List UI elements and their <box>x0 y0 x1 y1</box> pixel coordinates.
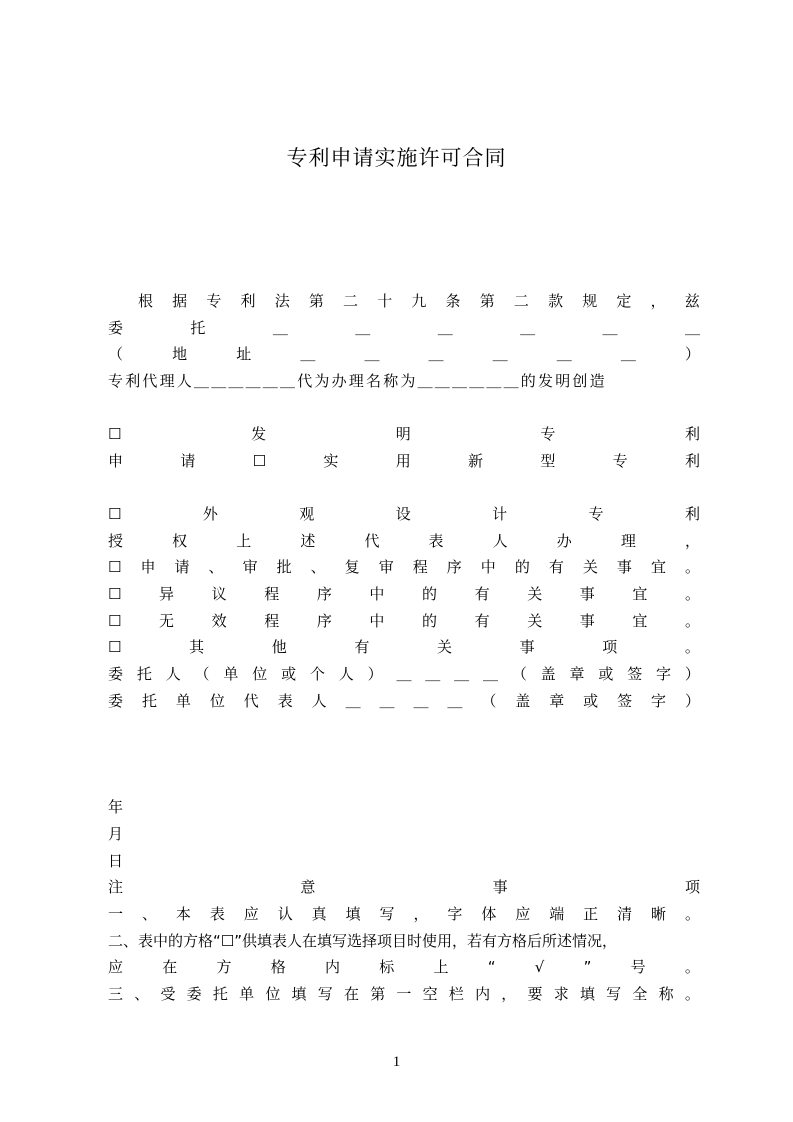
text-token: 全 <box>632 985 648 1003</box>
text-token: 委 <box>108 319 124 337</box>
text-token: 、 <box>141 905 157 923</box>
text-token: 第 <box>370 985 386 1003</box>
text-token: 委 <box>108 692 124 710</box>
text-token: 序 <box>446 558 462 576</box>
text-token: ， <box>650 292 666 310</box>
text-token: （ <box>511 665 527 683</box>
text-token: 栏 <box>448 985 464 1003</box>
text-token: 审 <box>242 558 258 576</box>
checkbox-line-design <box>108 501 700 527</box>
text-token: 据 <box>172 292 188 310</box>
text-token: 他 <box>271 638 287 656</box>
date-year <box>108 794 700 820</box>
text-token: 。 <box>684 558 700 576</box>
text-token: 关 <box>527 585 543 603</box>
text-token: 要 <box>527 985 543 1003</box>
text-token: 专 <box>588 505 604 523</box>
checkbox-line-invalidation <box>108 608 700 634</box>
text-token: 事 <box>579 585 595 603</box>
text-token: 序 <box>316 585 332 603</box>
text-token: 关 <box>437 638 453 656</box>
text-token: 清 <box>617 905 633 923</box>
text-token: 程 <box>412 558 428 576</box>
text-token: 标 <box>379 958 395 976</box>
text-token: 有 <box>474 612 490 630</box>
text-token: 受 <box>160 985 176 1003</box>
text-token: 宜 <box>650 558 666 576</box>
text-token: 托 <box>190 319 206 337</box>
text-token: 款 <box>548 292 564 310</box>
checkbox-line-other <box>108 634 700 660</box>
text-token: 字 <box>447 905 463 923</box>
text-token: 其 <box>189 638 205 656</box>
text-token: 或 <box>598 665 614 683</box>
text-token: 个 <box>309 665 325 683</box>
text-token: 程 <box>264 585 280 603</box>
checkbox-icon: ☐ <box>108 558 122 576</box>
text-token: 一 <box>396 985 412 1003</box>
text-token: 正 <box>583 905 599 923</box>
text-token: 址 <box>236 345 252 363</box>
text-token: 利 <box>240 292 256 310</box>
text-token: 利 <box>684 505 700 523</box>
checkbox-icon: ☐ <box>108 585 122 603</box>
checkbox-icon: ☐ <box>108 505 122 523</box>
text-token: 格 <box>270 958 286 976</box>
text-token: 位 <box>252 665 268 683</box>
text-token: 二 <box>343 292 359 310</box>
text-token: 签 <box>627 665 643 683</box>
text-token: 。 <box>684 638 700 656</box>
text-token: ＿ <box>379 692 395 710</box>
text-token: ＿ <box>425 665 441 683</box>
text-token: ） <box>684 665 700 683</box>
text-token: 、 <box>208 558 224 576</box>
text-token: 一 <box>108 905 124 923</box>
text-token: √ <box>534 958 545 976</box>
line-text: 二、表中的方格“☐”供填表人在填写选择项目时使用，若有方格后所述情况， <box>108 932 617 950</box>
text-token: 利 <box>684 425 700 443</box>
text-token: 签 <box>617 692 633 710</box>
text-token: 章 <box>549 692 565 710</box>
text-token: 晰 <box>651 905 667 923</box>
text-token: ， <box>501 985 517 1003</box>
text-token: 的 <box>422 612 438 630</box>
page-title: 专利申请实施许可合同 <box>286 146 507 170</box>
text-token: 请 <box>180 452 196 470</box>
text-token: 议 <box>211 585 227 603</box>
text-line-agent <box>108 368 700 394</box>
text-token: 审 <box>378 558 394 576</box>
text-token: 有 <box>474 585 490 603</box>
text-token: 申 <box>108 452 124 470</box>
text-token: 求 <box>553 985 569 1003</box>
text-token: 人 <box>311 692 327 710</box>
text-token: 单 <box>239 985 255 1003</box>
text-token: 单 <box>175 692 191 710</box>
text-token: 三 <box>108 985 124 1003</box>
text-token: 办 <box>556 532 572 550</box>
text-token: ＿ <box>684 319 700 337</box>
text-token: 本 <box>175 905 191 923</box>
text-line-authorize <box>108 528 700 554</box>
text-token: 效 <box>211 612 227 630</box>
text-token: 二 <box>513 292 529 310</box>
text-token: 写 <box>317 985 333 1003</box>
text-token: 关 <box>527 612 543 630</box>
text-token: 关 <box>582 558 598 576</box>
text-token: 、 <box>134 985 150 1003</box>
text-token: 或 <box>583 692 599 710</box>
text-token: 日 <box>108 852 124 870</box>
text-token: 写 <box>606 985 622 1003</box>
text-token: ＿ <box>482 665 498 683</box>
text-token: 代 <box>364 532 380 550</box>
text-token: “ <box>487 958 496 976</box>
text-token: 字 <box>656 665 672 683</box>
text-token: ） <box>684 692 700 710</box>
text-token: 授 <box>108 532 124 550</box>
text-token: ＿ <box>620 345 636 363</box>
text-token: 有 <box>548 558 564 576</box>
text-token: 意 <box>300 878 316 896</box>
text-token: 真 <box>311 905 327 923</box>
text-token: 事 <box>492 878 508 896</box>
text-token: 九 <box>411 292 427 310</box>
text-token: 。 <box>684 612 700 630</box>
text-token: 号 <box>630 958 646 976</box>
text-token: 序 <box>316 612 332 630</box>
text-token: ＿ <box>454 665 470 683</box>
text-token: 利 <box>684 452 700 470</box>
text-token: 实 <box>323 452 339 470</box>
text-token: 人 <box>165 665 181 683</box>
text-token: （ <box>108 345 124 363</box>
text-token: 无 <box>159 612 175 630</box>
text-token: 项 <box>602 638 618 656</box>
text-token: 。 <box>684 585 700 603</box>
text-token: 兹 <box>684 292 700 310</box>
text-token: 填 <box>291 985 307 1003</box>
text-token: 、 <box>310 558 326 576</box>
text-token: 设 <box>395 505 411 523</box>
text-token: 注 <box>108 878 124 896</box>
text-token: 在 <box>343 985 359 1003</box>
text-token: 单 <box>223 665 239 683</box>
line-text: 专利代理人＿＿＿＿＿＿代为办理名称为＿＿＿＿＿＿的发明创造 <box>108 372 607 390</box>
text-token: ＿ <box>272 319 288 337</box>
text-token: 。 <box>684 985 700 1003</box>
checkbox-icon: ☐ <box>108 425 122 443</box>
text-token: 端 <box>549 905 565 923</box>
text-token: 专 <box>540 425 556 443</box>
text-token: ） <box>684 345 700 363</box>
text-token: ， <box>684 532 700 550</box>
text-token: 根 <box>138 292 154 310</box>
text-token: ＿ <box>556 345 572 363</box>
text-token: ” <box>583 958 592 976</box>
text-token: 托 <box>136 665 152 683</box>
text-token: ＿ <box>413 692 429 710</box>
text-token: 人 <box>492 532 508 550</box>
text-token: ＿ <box>396 665 412 683</box>
text-token: 理 <box>620 532 636 550</box>
text-token: 述 <box>300 532 316 550</box>
checkbox-line-invention <box>108 421 700 447</box>
text-token: 批 <box>276 558 292 576</box>
text-token: 复 <box>344 558 360 576</box>
text-token: 内 <box>475 985 491 1003</box>
text-token: 事 <box>616 558 632 576</box>
text-token: 第 <box>479 292 495 310</box>
text-token: 中 <box>369 585 385 603</box>
text-token: 委 <box>186 985 202 1003</box>
text-token: 法 <box>274 292 290 310</box>
text-token: 应 <box>243 905 259 923</box>
date-month <box>108 821 700 847</box>
text-token: 有 <box>354 638 370 656</box>
text-token: 申 <box>140 558 156 576</box>
text-token: 代 <box>243 692 259 710</box>
text-token: 的 <box>422 585 438 603</box>
text-token: 条 <box>445 292 461 310</box>
text-token: 的 <box>514 558 530 576</box>
text-token: 盖 <box>515 692 531 710</box>
text-token: 十 <box>377 292 393 310</box>
text-token: 地 <box>172 345 188 363</box>
text-token: 上 <box>433 958 449 976</box>
text-token: 人 <box>338 665 354 683</box>
text-token: ＿ <box>602 319 618 337</box>
text-line-entrust <box>108 315 700 341</box>
text-token: 或 <box>281 665 297 683</box>
checkbox-icon: ☐ <box>252 452 267 470</box>
text-token: 托 <box>141 692 157 710</box>
text-token: 位 <box>265 985 281 1003</box>
text-token: 专 <box>612 452 628 470</box>
text-token: ＿ <box>520 319 536 337</box>
text-token: 项 <box>684 878 700 896</box>
text-token: 委 <box>108 665 124 683</box>
text-token: 型 <box>540 452 556 470</box>
text-token: 专 <box>206 292 222 310</box>
text-token: 年 <box>108 798 124 816</box>
text-token: 第 <box>308 292 324 310</box>
text-token: 表 <box>428 532 444 550</box>
text-token: 计 <box>492 505 508 523</box>
text-token: 应 <box>515 905 531 923</box>
text-token: 请 <box>174 558 190 576</box>
text-token: 定 <box>616 292 632 310</box>
text-token: 。 <box>684 958 700 976</box>
note-item-1 <box>108 901 700 927</box>
text-token: ＿ <box>428 345 444 363</box>
text-token: 外 <box>202 505 218 523</box>
text-token: 。 <box>684 905 700 923</box>
text-token: ＿ <box>437 319 453 337</box>
text-token: 异 <box>159 585 175 603</box>
text-token: 月 <box>108 825 124 843</box>
text-token: 认 <box>277 905 293 923</box>
text-token: 应 <box>108 958 124 976</box>
text-token: 填 <box>345 905 361 923</box>
date-day <box>108 848 700 874</box>
text-token: 观 <box>299 505 315 523</box>
checkbox-line-opposition <box>108 581 700 607</box>
text-token: 表 <box>277 692 293 710</box>
text-line-intro <box>138 288 700 314</box>
text-token: 新 <box>468 452 484 470</box>
text-token: 体 <box>481 905 497 923</box>
text-token: ＿ <box>300 345 316 363</box>
text-token: 中 <box>369 612 385 630</box>
text-token: 方 <box>216 958 232 976</box>
text-token: 权 <box>172 532 188 550</box>
notes-heading <box>108 874 700 900</box>
text-token: 盖 <box>540 665 556 683</box>
text-token: ＿ <box>355 319 371 337</box>
checkbox-line-application <box>108 554 700 580</box>
text-token: ＿ <box>447 692 463 710</box>
text-token: 程 <box>264 612 280 630</box>
checkbox-icon: ☐ <box>108 638 122 656</box>
text-token: 内 <box>325 958 341 976</box>
text-token: 用 <box>395 452 411 470</box>
text-token: 托 <box>212 985 228 1003</box>
note-item-2-continued <box>108 954 700 980</box>
signature-line-representative <box>108 688 700 714</box>
text-token: 写 <box>379 905 395 923</box>
text-token: ＿ <box>345 692 361 710</box>
note-item-3 <box>108 981 700 1007</box>
text-token: 章 <box>569 665 585 683</box>
text-token: 宜 <box>632 612 648 630</box>
text-token: ＿ <box>364 345 380 363</box>
page-number: 1 <box>392 1054 401 1070</box>
text-token: 表 <box>209 905 225 923</box>
text-token: （ <box>481 692 497 710</box>
text-token: 宜 <box>632 585 648 603</box>
text-token: 规 <box>582 292 598 310</box>
text-token: 事 <box>519 638 535 656</box>
text-token: ， <box>413 905 429 923</box>
text-token: 称 <box>658 985 674 1003</box>
signature-line-principal <box>108 661 700 687</box>
text-token: 字 <box>651 692 667 710</box>
text-token: 在 <box>162 958 178 976</box>
checkbox-icon: ☐ <box>108 612 122 630</box>
text-token: 明 <box>395 425 411 443</box>
text-token: ） <box>367 665 383 683</box>
text-token: 发 <box>251 425 267 443</box>
text-line-address <box>108 341 700 367</box>
text-token: 事 <box>579 612 595 630</box>
checkbox-line-utility <box>108 448 700 474</box>
text-token: 位 <box>209 692 225 710</box>
note-item-2 <box>108 928 700 954</box>
text-token: （ <box>194 665 210 683</box>
text-token: 空 <box>422 985 438 1003</box>
text-token: 中 <box>480 558 496 576</box>
text-token: 上 <box>236 532 252 550</box>
text-token: 填 <box>579 985 595 1003</box>
text-token: ＿ <box>492 345 508 363</box>
